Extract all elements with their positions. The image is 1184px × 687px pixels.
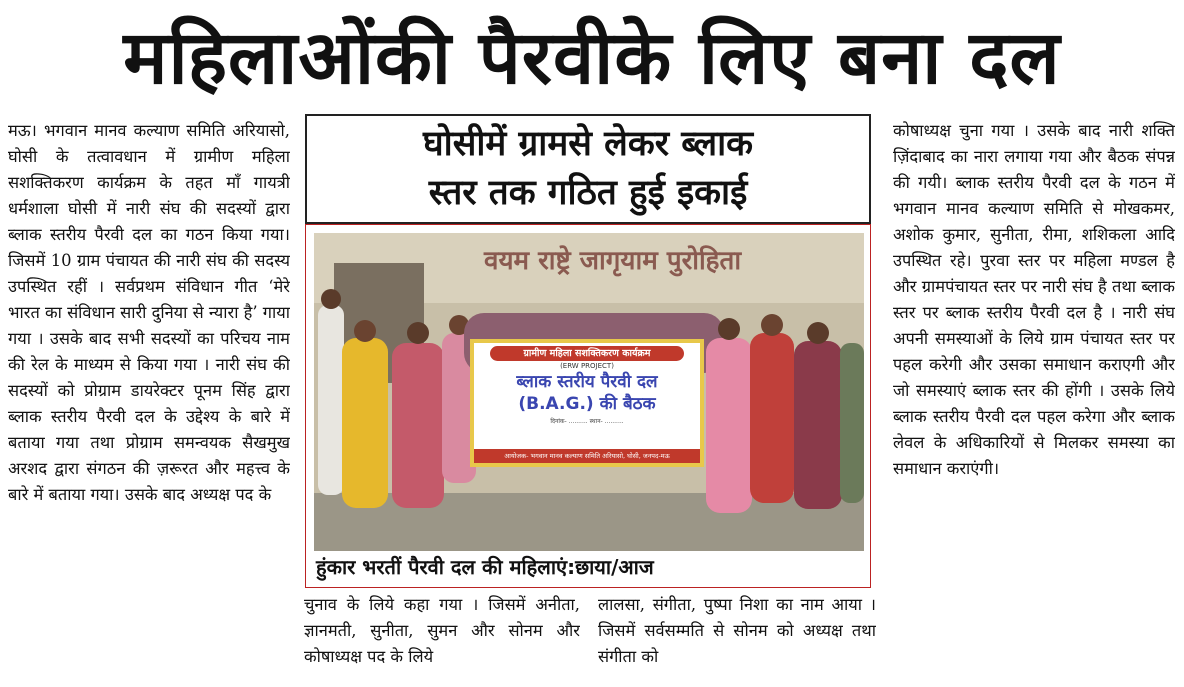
person	[750, 333, 794, 503]
article-text: चुनाव के लिये कहा गया । जिसमें अनीता, ज्ञानमती, सुनीता, सुमन और सोनम और कोषाध्यक्ष पद के लिये	[304, 595, 580, 666]
article-column-1	[8, 118, 290, 684]
person-head	[407, 322, 429, 344]
person	[342, 338, 388, 508]
person-head	[807, 322, 829, 344]
photo-wall-text: वयम राष्ट्रे जागृयाम पुरोहिता	[484, 246, 742, 276]
banner-line-2: (ERW PROJECT)	[560, 362, 614, 370]
person	[318, 305, 344, 495]
article-text: मऊ। भगवान मानव कल्याण समिति अरियासो, घोसी के तत्वावधान में ग्रामीण महिला सशक्तिकरण कार्यक्रम के तहत माँ गायत्री धर्मशाला घोसी में नारी संघ की सदस्यों द्वारा ब्लाक स्तरीय पैरवी दल का गठन किया गया। जिसमें 10 ग्राम पंचायत की नारी संघ की सदस्य उपस्थित रहीं । सर्वप्रथम संविधान गीत ‘मेरे भारत का संविधान सारी दुनिया से न्यारा है’ गाया गया । उसके बाद सभी सदस्यों का परिचय नाम की रेल के माध्यम से किया गया । नारी संघ की सदस्यों को प्रोग्राम डायरेक्टर पूनम सिंह द्वारा ब्लाक स्तरीय पैरवी दल के उद्देश्य के बारे में बताया गया तथा प्रोग्राम समन्वयक सैखमुख अरशद द्वारा संगठन की ज़रूरत और महत्त्व के बारे में बताया गया। उसके बाद अध्यक्ष पद के	[8, 121, 290, 504]
person-head	[761, 314, 783, 336]
news-photo	[314, 233, 864, 551]
banner-line-5: दिनांक- .......... स्थान- ..........	[550, 418, 624, 425]
article-column-4	[893, 118, 1175, 684]
article-text: कोषाध्यक्ष चुना गया । उसके बाद नारी शक्ति ज़िंदाबाद का नारा लगाया गया और बैठक संपन्न की गयी। ब्लाक स्तरीय पैरवी दल के गठन में भगवान मानव कल्याण समिति से मोखकमर, अशोक कुमार, सुनीता, रीमा, शशिकला आदि उपस्थित रहे। पुरवा स्तर पर महिला मण्डल है और ग्रामपंचायत स्तर पर नारी संघ है तथा ब्लाक स्तर पर ब्लाक स्तरीय पैरवी दल है । नारी संघ अपनी समस्याओं के लिये ग्राम पंचायत स्तर पर पहल करेगी और उसका समाधान कराएगी और जो समस्याएं ब्लाक स्तर की होंगी । उसके लिये ब्लाक स्तरीय पैरवी दल पहल करेगा और ब्लाक लेवल के अधिकारियों से मिलकर समस्या का समाधान कराएंगी।	[893, 121, 1175, 478]
article-column-3	[598, 592, 876, 684]
subheadline-box	[305, 114, 871, 224]
subheadline-line-2: स्तर तक गठित हुई इकाई	[428, 173, 748, 213]
person-head	[718, 318, 740, 340]
banner-line-1: ग्रामीण महिला सशक्तिकरण कार्यक्रम	[490, 346, 684, 361]
person	[706, 338, 752, 513]
person	[840, 343, 864, 503]
banner-line-4: (B.A.G.) की बैठक	[518, 394, 656, 414]
person-head	[321, 289, 341, 309]
person	[392, 343, 444, 508]
photo-banner	[470, 339, 704, 467]
banner-line-6: आयोजक- भगवान मानव कल्याण समिति अरियासो, घोसी, जनपद-मऊ	[474, 449, 700, 463]
headline: महिलाओंकी पैरवीके लिए बना दल	[123, 15, 1061, 101]
subheadline-line-1: घोसीमें ग्रामसे लेकर ब्लाक	[422, 124, 754, 164]
article-column-2	[304, 592, 580, 684]
banner-line-3: ब्लाक स्तरीय पैरवी दल	[516, 372, 658, 392]
article-text: लालसा, संगीता, पुष्पा निशा का नाम आया । जिसमें सर्वसम्मति से सोनम को अध्यक्ष तथा संगीता को	[598, 595, 876, 666]
photo-caption: हुंकार भरतीं पैरवी दल की महिलाएं:छाया/आज	[316, 555, 654, 579]
person-head	[354, 320, 376, 342]
photo-frame	[305, 224, 871, 588]
person	[794, 341, 842, 509]
